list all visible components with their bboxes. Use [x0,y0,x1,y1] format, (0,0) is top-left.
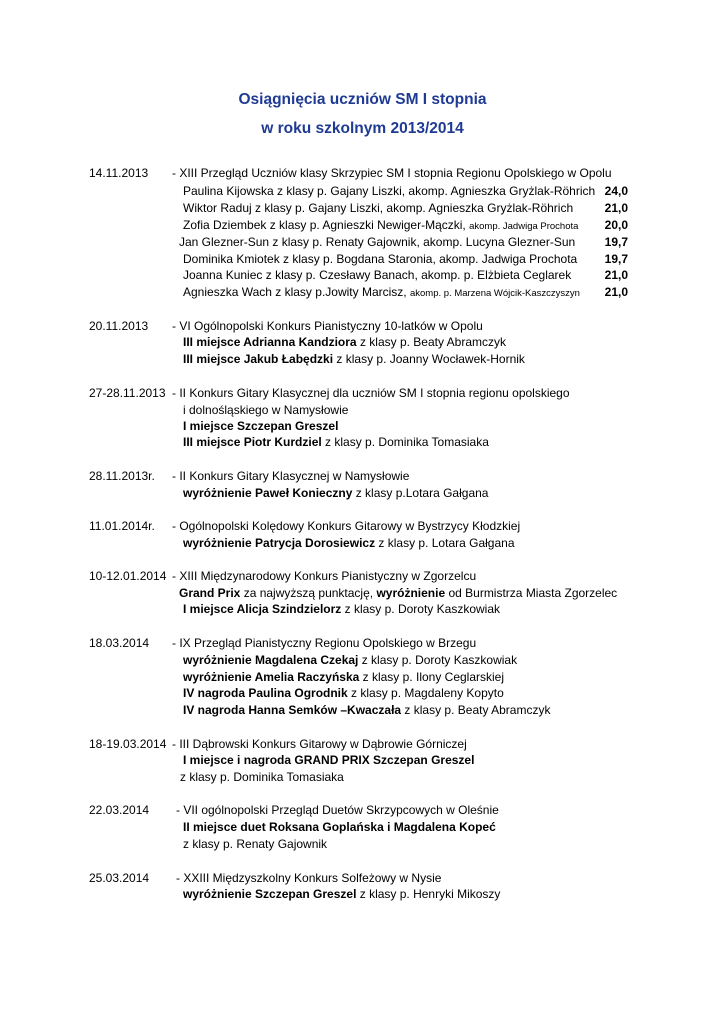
teacher: z klasy p. Ilony Ceglarskiej [359,670,505,684]
award: wyróżnienie Paweł Konieczny [183,486,353,500]
page-subtitle: w roku szkolnym 2013/2014 [261,120,464,137]
result-score: 21,0 [604,268,628,282]
entry-heading: - VII ogólnopolski Przegląd Duetów Skrzypcowych w Oleśnie [176,803,499,817]
award: wyróżnienie Amelia Raczyńska [183,670,360,684]
entry-date: 22.03.2014 [89,803,150,817]
entry-date: 27-28.11.2013 [89,386,166,400]
entry-heading: - II Konkurs Gitary Klasycznej dla uczniów SM I stopnia regionu opolskiego [172,386,570,400]
entry-date: 10-12.01.2014 [89,569,167,583]
result-row [183,352,525,366]
entry-heading: - II Konkurs Gitary Klasycznej w Namysłowie [172,469,410,483]
entry-heading: - XXIII Międzyszkolny Konkurs Solfeżowy w Nysie [176,871,442,885]
teacher: z klasy p. Magdaleny Kopyto [347,686,504,700]
entry-heading: - XIII Międzynarodowy Konkurs Pianistyczny w Zgorzelcu [172,569,477,583]
award: IV nagroda Hanna Semków –Kwaczała [183,703,402,717]
result-row [183,486,488,500]
page-title: Osiągnięcia uczniów SM I stopnia [238,91,487,108]
result-row [183,686,504,700]
award: wyróżnienie Szczepan Greszel [183,887,357,901]
result-score: 21,0 [604,201,628,215]
result-row: Dominika Kmiotek z klasy p. Bogdana Staronia, akomp. Jadwiga Prochota [183,252,578,266]
award: II miejsce duet Roksana Goplańska i Magdalena Kopeć [183,820,496,834]
entry-heading: - III Dąbrowski Konkurs Gitarowy w Dąbrowie Górniczej [172,737,467,751]
award: wyróżnienie Patrycja Dorosiewicz [183,536,376,550]
entry-date: 18-19.03.2014 [89,737,167,751]
result-row [183,653,517,667]
entry-heading: - VI Ogólnopolski Konkurs Pianistyczny 10-latków w Opolu [172,319,483,333]
result-score: 21,0 [604,285,628,299]
award-detail: od Burmistrza Miasta Zgorzelec [445,586,618,600]
result-row: Paulina Kijowska z klasy p. Gajany Liszki, akomp. Agnieszka Gryżlak-Röhrich [183,184,596,198]
award: wyróżnienie Magdalena Czekaj [183,653,359,667]
teacher: z klasy p.Lotara Gałgana [352,486,489,500]
entry-date: 11.01.2014r. [89,519,155,533]
entry-heading: - XIII Przegląd Uczniów klasy Skrzypiec SM I stopnia Regionu Opolskiego w Opolu [172,166,612,180]
award: III miejsce Piotr Kurdziel [183,435,322,449]
result-row [183,536,515,550]
entry-date: 25.03.2014 [89,871,150,885]
result-score: 19,7 [604,252,628,266]
award-detail: za najwyższą punktację, [240,586,377,600]
result-accompanist: akomp. p. Marzena Wójcik-Kaszczyszyn [409,288,580,299]
teacher: z klasy p. Dominika Tomasiaka [321,435,489,449]
result-row [183,670,504,684]
teacher: z klasy p. Lotara Gałgana [375,536,515,550]
entry-date: 28.11.2013r. [89,469,155,483]
result-row [183,887,500,901]
result-score: 19,7 [604,235,628,249]
result-row [183,703,550,717]
teacher: z klasy p. Doroty Kaszkowiak [341,602,500,616]
teacher: z klasy p. Joanny Wocławek-Hornik [333,352,525,366]
result-row [179,586,617,600]
teacher: z klasy p. Beaty Abramczyk [401,703,551,717]
result-text: Agnieszka Wach z klasy p.Jowity Marcisz, [183,285,407,299]
entry-heading: - Ogólnopolski Kolędowy Konkurs Gitarowy w Bystrzycy Kłodzkiej [172,519,521,533]
result-row [183,285,580,301]
award: IV nagroda Paulina Ogrodnik [183,686,348,700]
award: Grand Prix [179,586,241,600]
award: I miejsce i nagroda GRAND PRIX Szczepan Greszel [183,753,475,767]
teacher: z klasy p. Renaty Gajownik [183,837,328,851]
result-row: Jan Glezner-Sun z klasy p. Renaty Gajownik, akomp. Lucyna Glezner-Sun [179,235,576,249]
result-accompanist: akomp. Jadwiga Prochota [469,221,579,232]
entry-date: 14.11.2013 [89,166,149,180]
entry-date: 20.11.2013 [89,319,149,333]
result-row: Wiktor Raduj z klasy p. Gajany Liszki, akomp. Agnieszka Gryżlak-Röhrich [183,201,574,215]
result-row [183,435,489,449]
award: I miejsce Alicja Szindzielorz [183,602,342,616]
result-row [183,602,500,616]
teacher: z klasy p. Beaty Abramczyk [356,335,506,349]
result-score: 24,0 [604,184,628,198]
entry-heading: - IX Przegląd Pianistyczny Regionu Opolskiego w Brzegu [172,636,477,650]
teacher: z klasy p. Doroty Kaszkowiak [358,653,518,667]
award: wyróżnienie [376,586,446,600]
result-row [183,218,578,234]
entry-heading-cont: i dolnośląskiego w Namysłowie [183,403,349,417]
teacher: z klasy p. Henryki Mikoszy [356,887,501,901]
result-score: 20,0 [604,218,628,232]
entry-date: 18.03.2014 [89,636,150,650]
award: III miejsce Adrianna Kandziora [183,335,357,349]
result-row [183,335,506,349]
teacher: z klasy p. Dominika Tomasiaka [180,770,344,784]
award: III miejsce Jakub Łabędzki [183,352,334,366]
result-row: Joanna Kuniec z klasy p. Czesławy Banach, akomp. p. Elżbieta Ceglarek [183,268,572,282]
result-text: Zofia Dziembek z klasy p. Agnieszki Newiger-Mączki, [183,218,466,232]
award: I miejsce Szczepan Greszel [183,419,339,433]
